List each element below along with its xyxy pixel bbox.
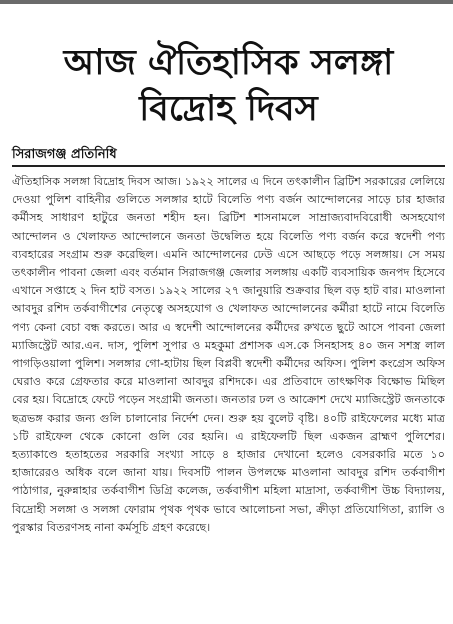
article-body: ঐতিহাসিক সলঙ্গা বিদ্রোহ দিবস আজ। ১৯২২ সালের এ দিনে তৎকালীন ব্রিটিশ সরকারের লেলিয়ে দেওয়া পুলিশ বাহিনীর গুলিতে সলঙ্গার হাটে বিলেতি পণ্য বর্জন আন্দোলনের সাড়ে চার হাজার কর্মীসহ সাধারণ হাটুরে জনতা শহীদ হন। ব্রিটিশ শাসনামলে সাম্রাজ্যবাদবিরোধী অসহযোগ আন্দোলন ও খেলাফত আন্দোলনে জনতা উদ্বেলিত হয়ে বিলেতি পণ্য বর্জন করে স্বদেশী পণ্য ব্যবহারের সংগ্রাম শুরু করেছিল। এমনি আন্দোলনের ঢেউ এসে আছড়ে পড়ে সলঙ্গায়। সে সময় তৎকালীন পাবনা জেলা এবং বর্তমান সিরাজগঞ্জ জেলার সলঙ্গায় একটি ব্যবসায়িক জনপদ হিসেবে এখানে সপ্তাহে ২ দিন হাট বসত। ১৯২২ সালের ২৭ জানুয়ারি শুক্রবার ছিল বড় হাট বার। মাওলানা আবদুর রশিদ তর্কবাগীশের নেতৃত্বে অসহযোগ ও খেলাফত আন্দোলনের কর্মীরা হাটে নামে বিলেতি পণ্য কেনা বেচা বন্ধ করতে। আর এ স্বদেশী আন্দোলনের কর্মীদের রুখতে ছুটে আসে পাবনা জেলা ম্যাজিস্ট্রেট আর.এন. দাস, পুলিশ সুপার ও মহকুমা প্রশাসক এস.কে সিনহাসহ ৪০ জন সশস্ত্র লাল পাগড়িওয়ালা পুলিশ। সলঙ্গার গো-হাটায় ছিল বিপ্লবী স্বদেশী কর্মীদের অফিস। পুলিশ কংগ্রেস অফিস ঘেরাও করে গ্রেফতার করে মাওলানা আবদুর রশিদকে। এর প্রতিবাদে তাৎক্ষণিক বিক্ষোভ মিছিল বের হয়। বিদ্রোহে ফেটে পড়েন সংগ্রামী জনতা। জনতার ঢল ও আক্রোশ দেখে ম্যাজিস্ট্রেট জনতাকে ছত্রভঙ্গ করার জন্য গুলি চালানোর নির্দেশ দেন। শুরু হয় বুলেট বৃষ্টি। ৪০টি রাইফেলের মধ্যে মাত্র ১টি রাইফেল থেকে কোনো গুলি বের হয়নি। এ রাইফেলটি ছিল একজন ব্রাহ্মণ পুলিশের। হত্যাকাণ্ডে হতাহতের সরকারি সংখ্যা সাড়ে ৪ হাজার দেখানো হলেও বেসরকারি মতে ১০ হাজারেরও অধিক বলে জানা যায়। দিবসটি পালন উপলক্ষে মাওলানা আবদুর রশিদ তর্কবাগীশ পাঠাগার, নুরুন্নাহার তর্কবাগীশ ডিগ্রি কলেজ, তর্কবাগীশ মহিলা মাদ্রাসা, তর্কবাগীশ উচ্চ বিদ্যালয়, বিদ্রোহী সলঙ্গা ও সলঙ্গা ফোরাম পৃথক পৃথক ভাবে আলোচনা সভা, ক্রীড়া প্রতিযোগিতা, র‍্যালি ও পুরস্কার বিতরণসহ নানা কর্মসূচি গ্রহণ করেছে। <box>12 175 445 534</box>
byline: সিরাজগঞ্জ প্রতিনিধি <box>12 147 117 162</box>
news-article <box>12 6 445 618</box>
byline-divider <box>12 165 445 167</box>
headline <box>12 40 445 132</box>
headline-line-2: বিদ্রোহ দিবস <box>139 89 318 129</box>
top-border-rule <box>0 0 453 4</box>
headline-line-1: আজ ঐতিহাসিক সলঙ্গা <box>63 43 394 83</box>
